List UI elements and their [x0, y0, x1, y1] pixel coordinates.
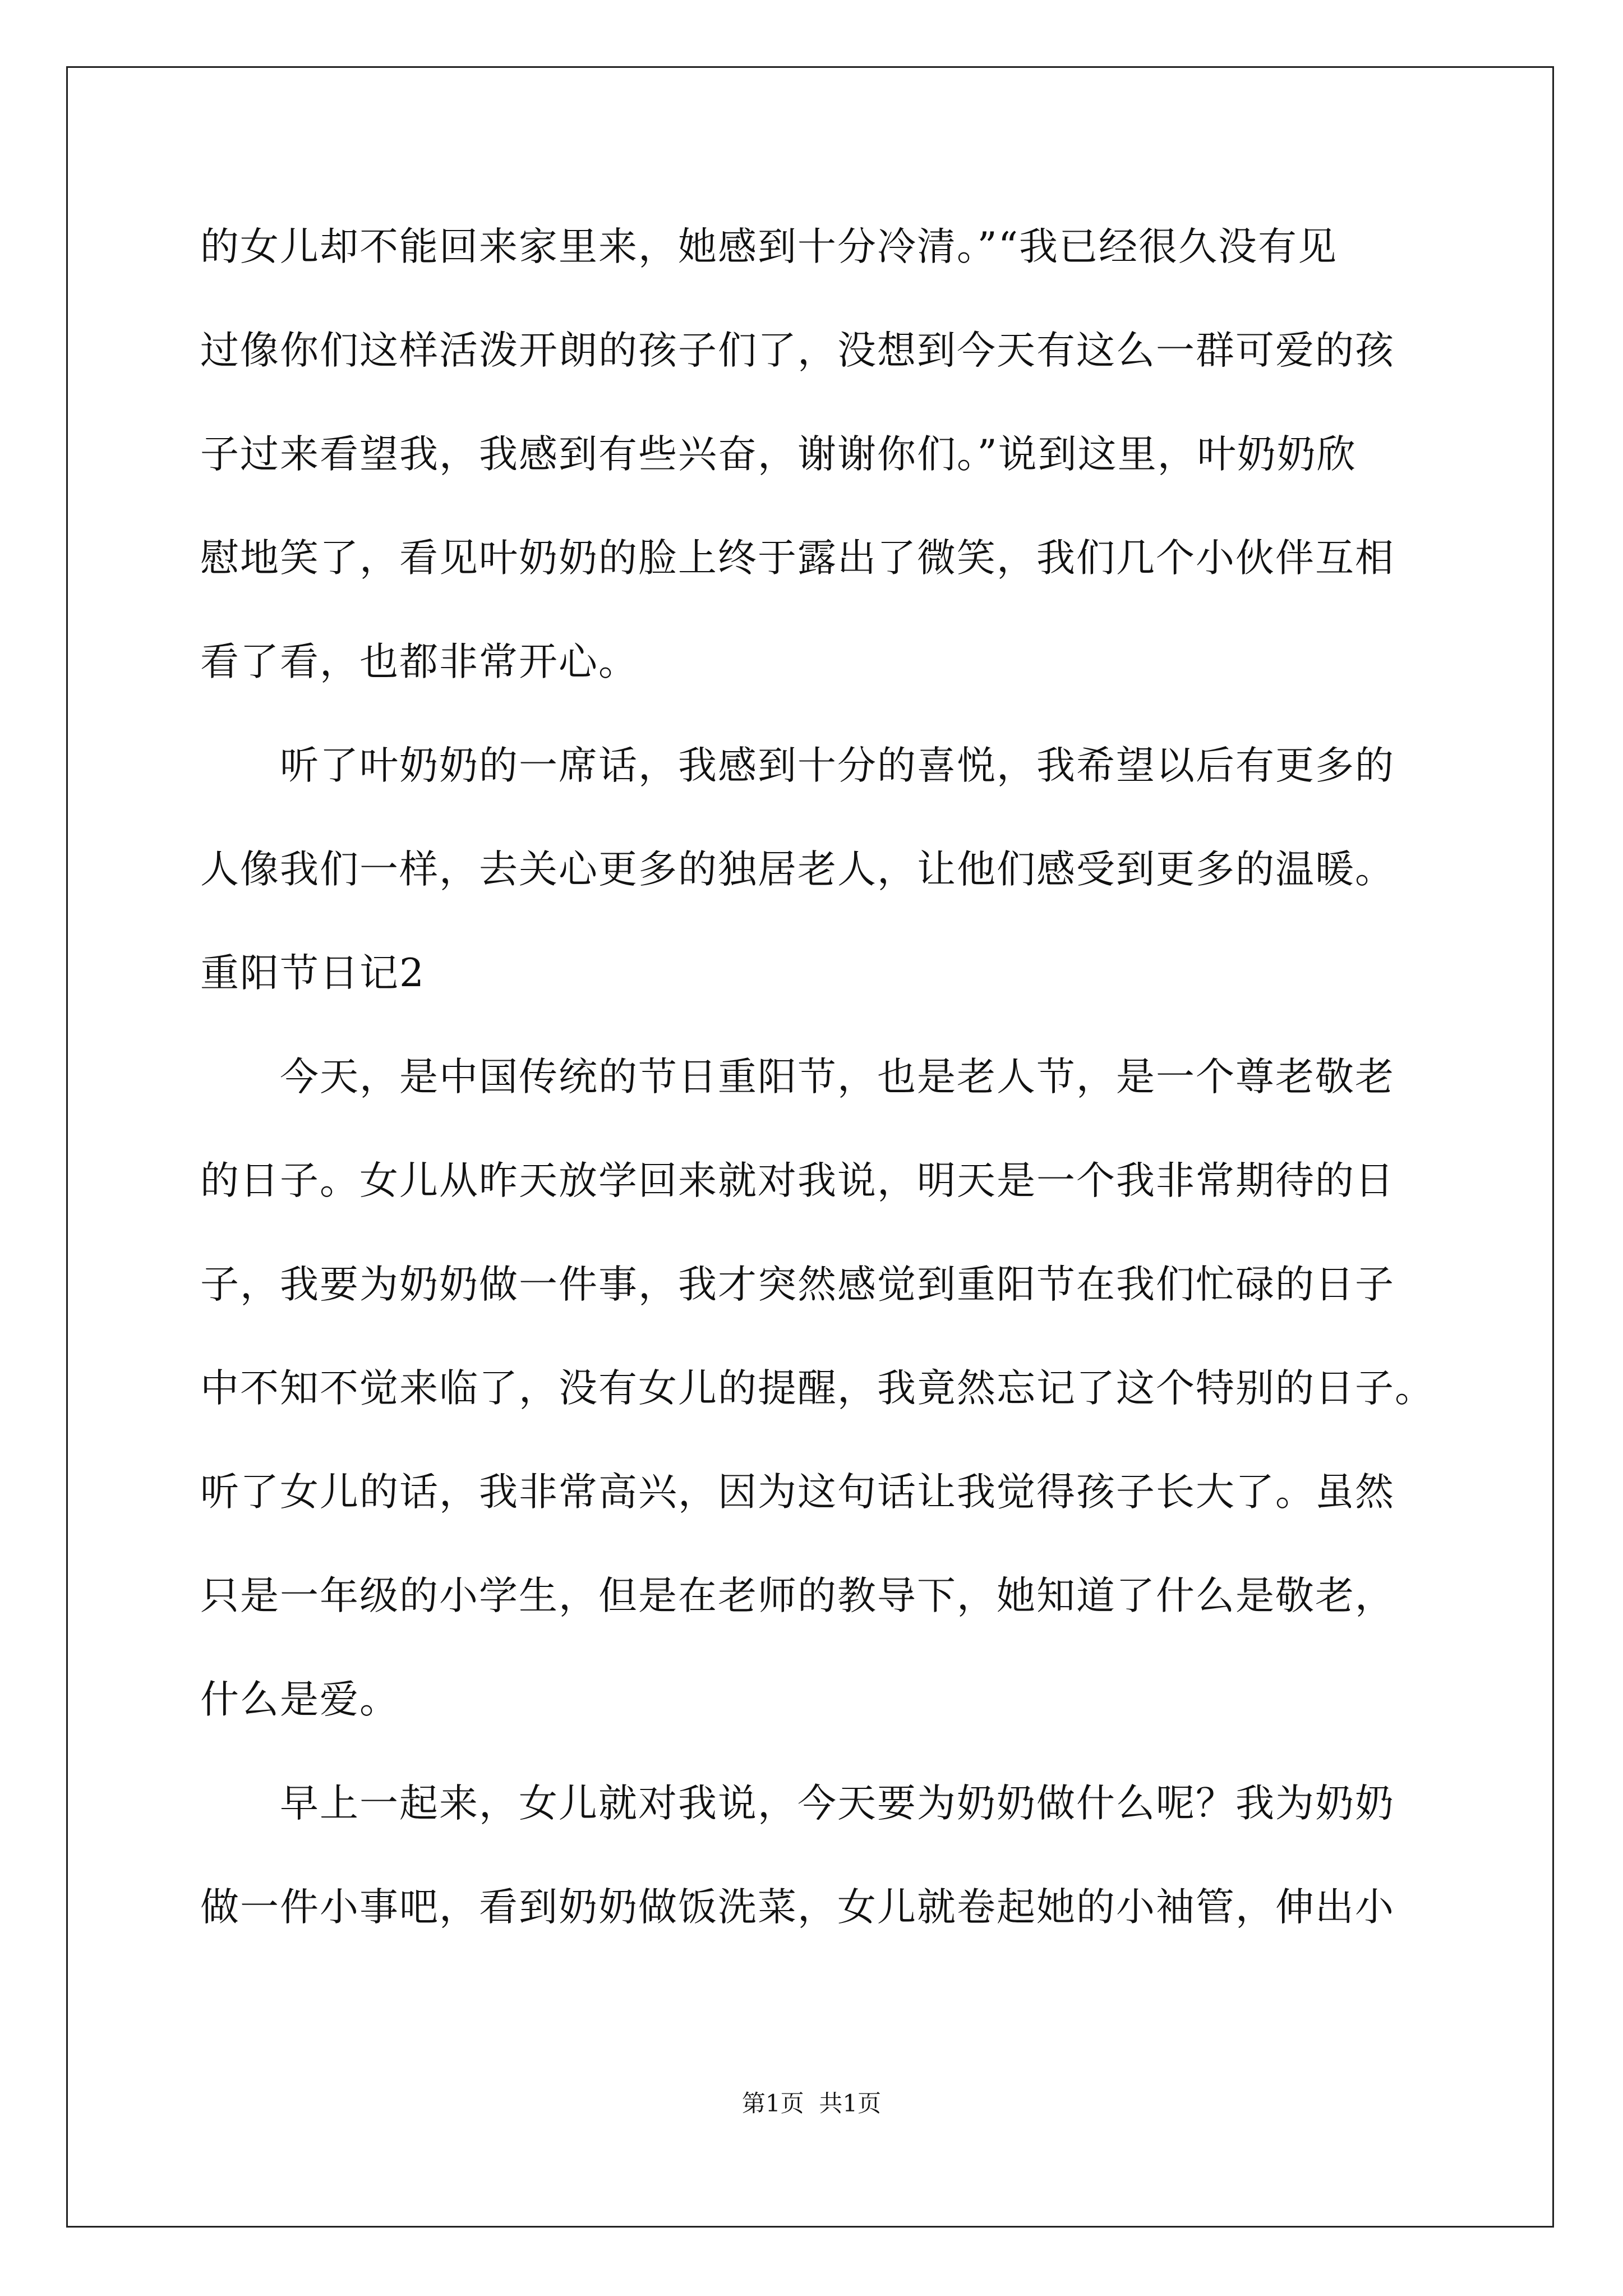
- document-body: [200, 222, 1434, 1986]
- text-line: 看了看，也都非常开心。: [200, 639, 638, 684]
- text-line: 听了女儿的话，我非常高兴，因为这句话让我觉得孩子长大了。虽然: [200, 1470, 1395, 1515]
- text-line: 慰地笑了，看见叶奶奶的脸上终于露出了微笑，我们几个小伙伴互相: [200, 536, 1395, 581]
- text-line: 中不知不觉来临了，没有女儿的提醒，我竟然忘记了这个特别的日子。: [200, 1366, 1435, 1411]
- text-line: 听了叶奶奶的一席话，我感到十分的喜悦，我希望以后有更多的: [200, 743, 1395, 788]
- text-line: 人像我们一样，去关心更多的独居老人，让他们感受到更多的温暖。: [200, 847, 1395, 892]
- text-line: 的女儿却不能回来家里来，她感到十分冷清。”“我已经很久没有见: [200, 224, 1338, 269]
- text-line: 子过来看望我，我感到有些兴奋，谢谢你们。”说到这里，叶奶奶欣: [200, 432, 1357, 477]
- text-line: 过像你们这样活泼开朗的孩子们了，没想到今天有这么一群可爱的孩: [200, 328, 1395, 373]
- text-line: 子，我要为奶奶做一件事，我才突然感觉到重阳节在我们忙碌的日子: [200, 1262, 1395, 1307]
- section-heading: 重阳节日记2: [200, 951, 425, 996]
- text-line: 只是一年级的小学生，但是在老师的教导下，她知道了什么是敬老，: [200, 1573, 1395, 1618]
- page-footer: 第1页 共1页: [741, 2090, 882, 2117]
- text-line: 早上一起来，女儿就对我说，今天要为奶奶做什么呢？我为奶奶: [200, 1781, 1395, 1826]
- text-line: 的日子。女儿从昨天放学回来就对我说，明天是一个我非常期待的日: [200, 1158, 1395, 1203]
- text-line: 做一件小事吧，看到奶奶做饭洗菜，女儿就卷起她的小袖管，伸出小: [200, 1885, 1395, 1930]
- text-line: 什么是爱。: [200, 1677, 399, 1722]
- text-line: 今天，是中国传统的节日重阳节，也是老人节，是一个尊老敬老: [200, 1055, 1395, 1099]
